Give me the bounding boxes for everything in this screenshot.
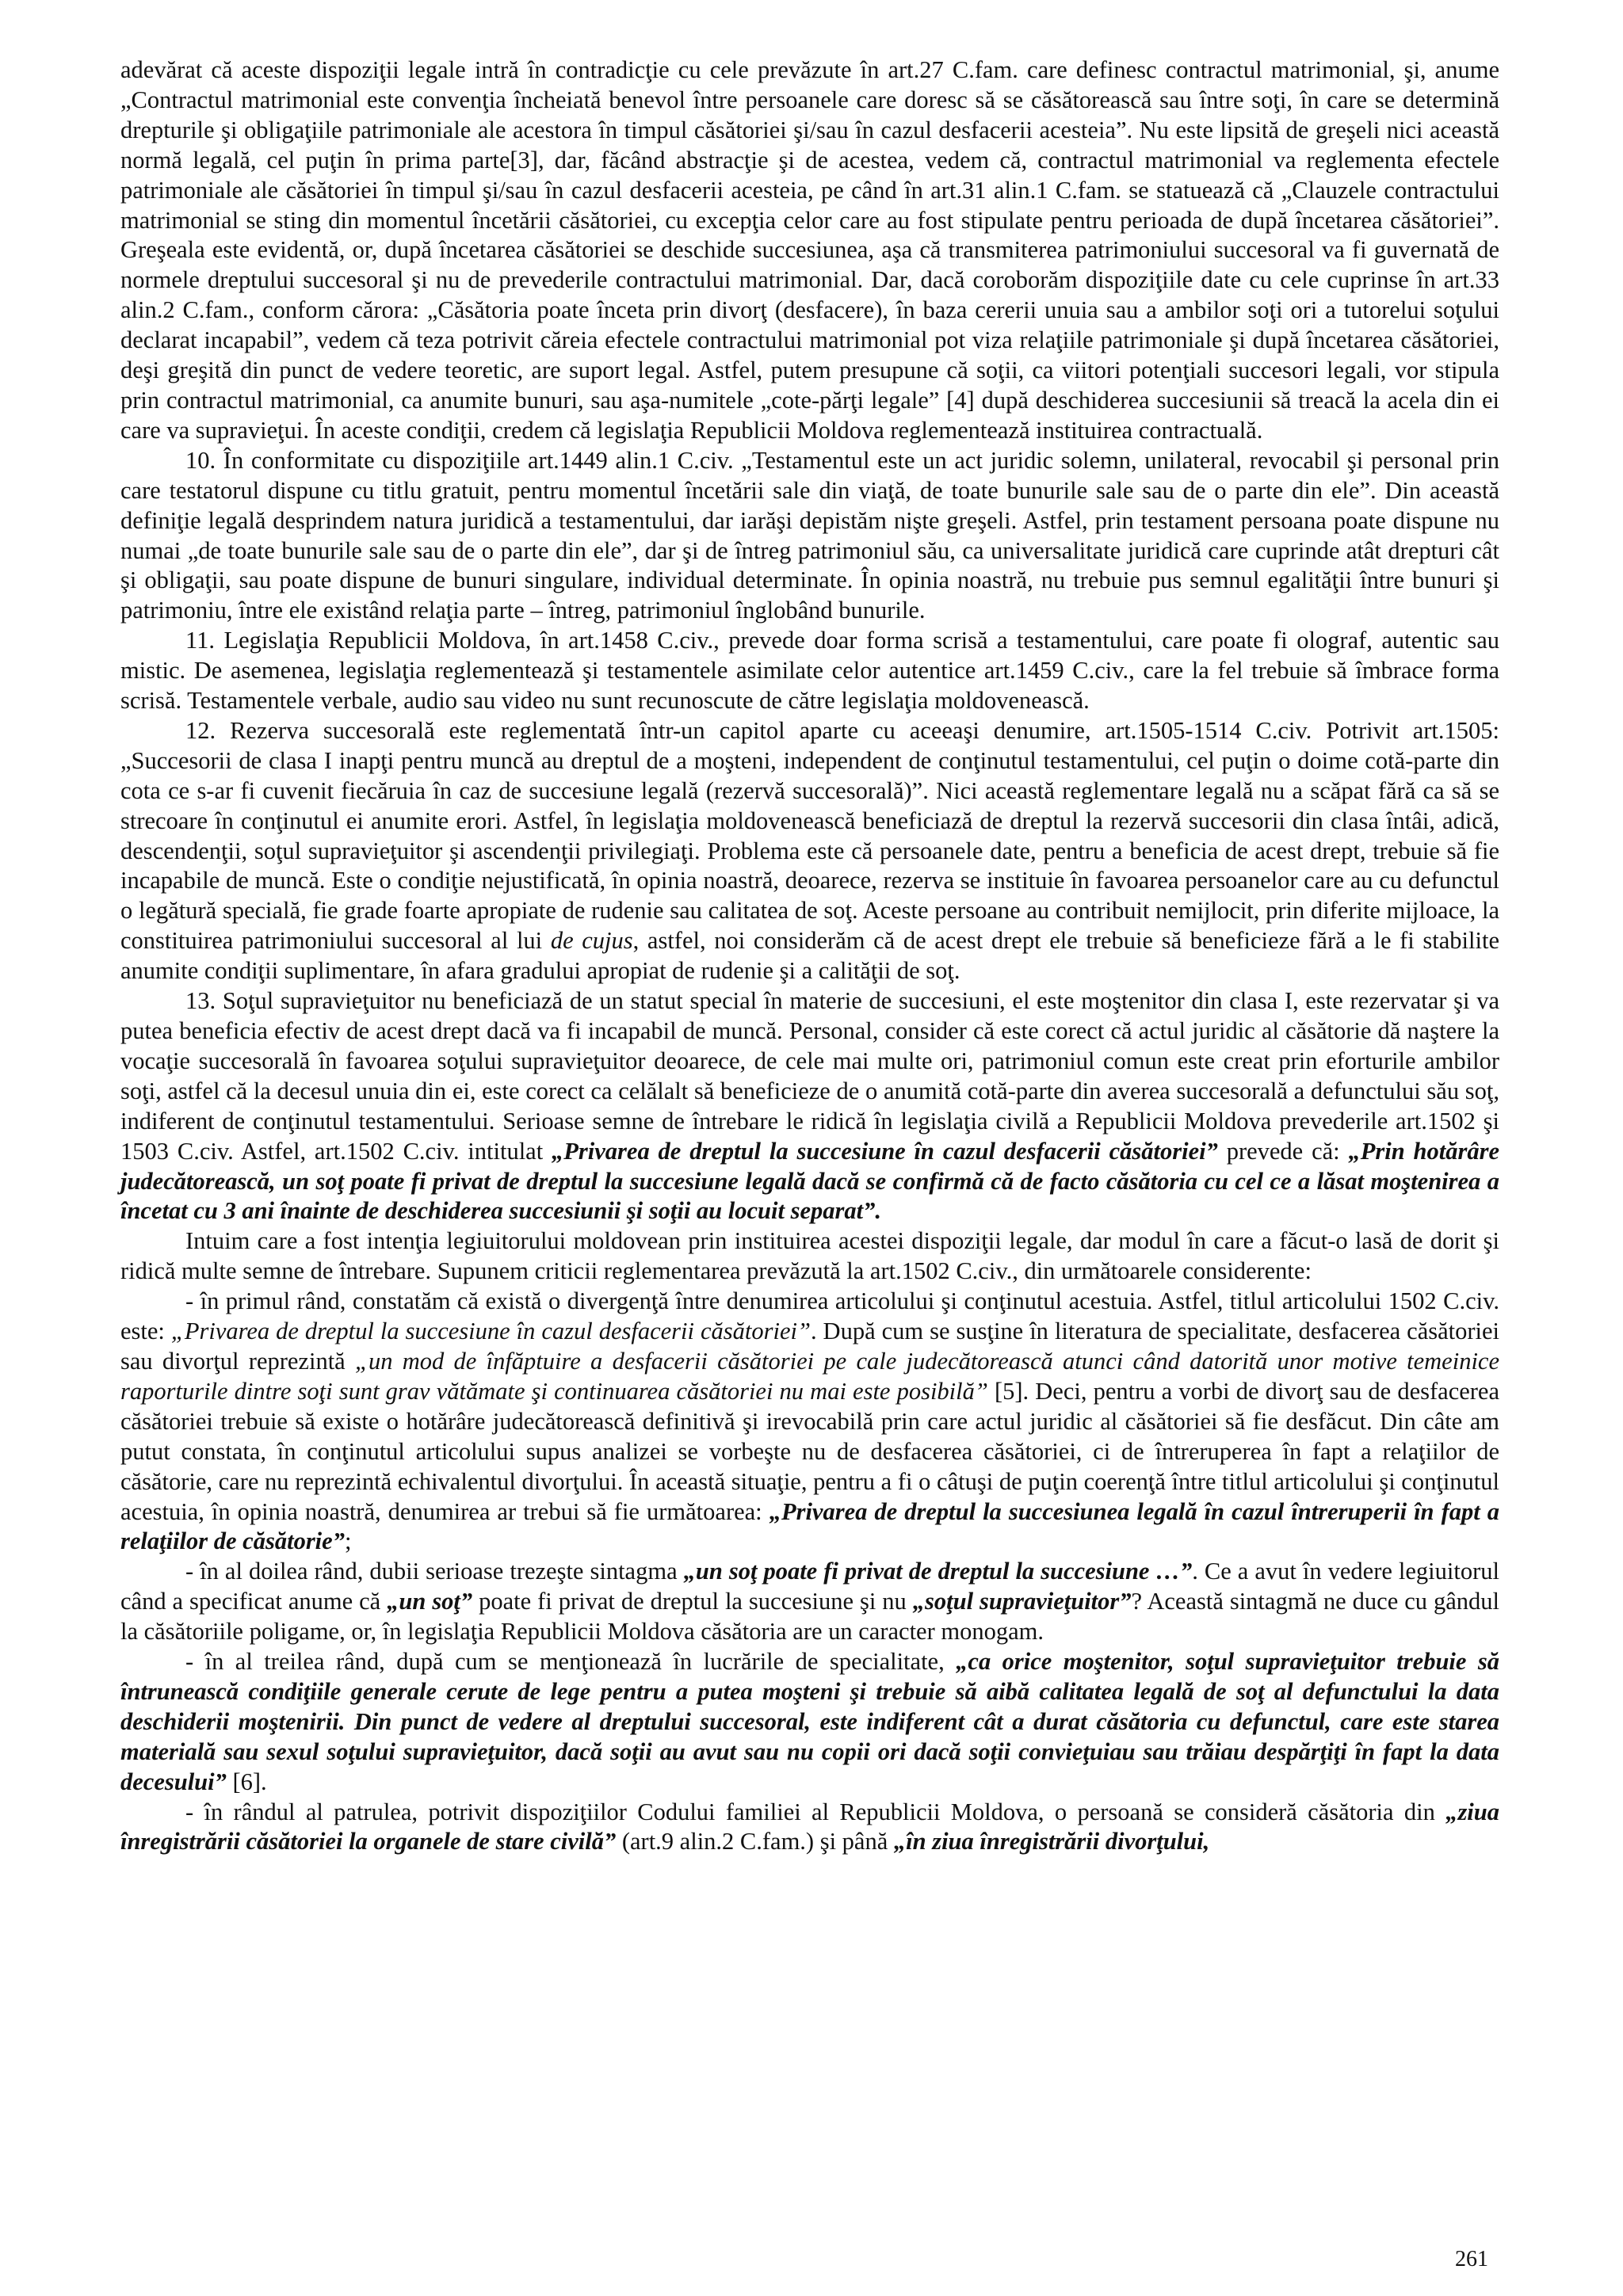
page-number: 261	[1455, 2247, 1488, 2271]
list-item-first-text-2: . După cum se susţine în literatura de specialitate, desfacerea căsătoriei sau divorţul reprezintă	[120, 1318, 1499, 1375]
list-item-second-text-3: poate fi privat de dreptul la succesiune şi nu	[472, 1588, 913, 1615]
phrase-un-sot: „un soţ”	[387, 1588, 473, 1615]
paragraph-12	[120, 716, 1499, 986]
article-title-quote-2: „Privarea de dreptul la succesiune în cazul desfacerii căsătoriei”	[170, 1318, 811, 1345]
article-content-quote: „Prin hotărâre judecătorească, un soţ poate fi privat de dreptul la succesiune legală dacă se confirmă că de facto căsătoria cu cel ce a lăsat moştenirea a încetat cu 3 ani înainte de deschiderea succesiunii şi soţii au locuit separat”.	[120, 1137, 1499, 1225]
paragraph-1: adevărat că aceste dispoziţii legale intră în contradicţie cu cele prevăzute în art.27 C.fam. care definesc contractul matrimonial, şi, anume „Contractul matrimonial este convenţia încheiată benevol între persoanele care doresc să se căsătorească sau între soţi, în care se determină drepturile şi obligaţiile patrimoniale ale acestora în timpul căsătoriei şi/sau în cazul desfacerii acesteia”. Nu este lipsită de greşeli nici această normă legală, cel puţin în prima parte[3], dar, făcând abstracţie şi de acestea, vedem că, contractul matrimonial va reglementa efectele patrimoniale ale căsătoriei în timpul şi/sau în cazul desfacerii acesteia, pe când în art.31 alin.1 C.fam. se statuează că „Clauzele contractului matrimonial se sting din momentul încetării căsătoriei, cu excepţia celor care au fost stipulate pentru perioada de după încetarea căsătoriei”. Greşeala este evidentă, or, după încetarea căsătoriei se deschide succesiunea, aşa că transmiterea patrimoniului succesoral va fi guvernată de normele dreptului succesoral şi nu de prevederile contractului matrimonial. Dar, dacă coroborăm dispoziţiile date cu cele cuprinse în art.33 alin.2 C.fam., conform cărora: „Căsătoria poate înceta prin divorţ (desfacere), în baza cererii unuia sau a ambilor soţi ori a tutorelui soţului declarat incapabil”, vedem că teza potrivit căreia efectele contractului matrimonial pot viza relaţiile patrimoniale şi după încetarea căsătoriei, deşi greşită din punct de vedere teoretic, are suport legal. Astfel, putem presupune că soţii, ca viitori potenţiali succesori legali, vor stipula prin contractul matrimonial, ca anumite bunuri, sau aşa-numitele „cote-părţi legale” [4] după deschiderea succesiunii să treacă la acela din ei care va supravieţui. În aceste condiţii, credem că legislaţia Republicii Moldova reglementează instituirea contractuală.	[120, 56, 1499, 444]
proposed-title-quote: „Privarea de dreptul la succesiunea legală în cazul întreruperii în fapt a relaţiilor de căsătorie”	[120, 1497, 1499, 1555]
list-item-second-text: - în al doilea rând, dubii serioase trezeşte sintagma	[185, 1558, 684, 1585]
paragraph-12-text-end: , astfel, noi considerăm că de acest drept ele trebuie să beneficieze fără a le fi stabilite anumite condiţii suplimentare, în afara gradului apropiat de rudenie şi a calităţii de soţ.	[120, 927, 1499, 985]
list-item-fourth-text: - în rândul al patrulea, potrivit dispoziţiilor Codului familiei al Republicii Moldova, o persoană se consideră căsătoria din	[185, 1798, 1446, 1825]
article-title-quote: „Privarea de dreptul la succesiune în cazul desfacerii căsătoriei”	[552, 1137, 1218, 1165]
latin-term: de cujus	[550, 927, 633, 955]
divorce-definition-quote: „un mod de înfăptuire a desfacerii căsătoriei pe cale judecătorească atunci când datorită unor motive temeinice raporturile dintre soţi sunt grav vătămate şi continuarea căsătoriei nu mai este posibilă”	[120, 1347, 1499, 1405]
paragraph-11: 11. Legislaţia Republicii Moldova, în art.1458 C.civ., prevede doar forma scrisă a testamentului, care poate fi olograf, autentic sau mistic. De asemenea, legislaţia reglementează şi testamentele asimilate celor autentice art.1459 C.civ., care la fel trebuie să îmbrace forma scrisă. Testamentele verbale, audio sau video nu sunt recunoscute de către legislaţia moldovenească.	[120, 627, 1499, 715]
phrase-quote-bold: „un soţ poate fi privat de dreptul la succesiune …”	[683, 1558, 1193, 1585]
list-item-third-text: - în al treilea rând, după cum se menţionează în lucrările de specialitate,	[185, 1648, 957, 1676]
paragraph-13	[120, 986, 1499, 1226]
list-item-second-text-2: . Ce a avut în vedere legiuitorul când a specificat anume că	[120, 1558, 1499, 1615]
list-item-first-text: - în primul rând, constatăm că există o divergenţă între denumirea articolului şi conţinutul acestuia. Astfel, titlul articolului 1502 C.civ. este:	[120, 1287, 1499, 1345]
doctrine-quote: „ca orice moştenitor, soţul supravieţuitor trebuie să întrunească condiţiile generale cerute de lege pentru a putea moşteni şi trebuie să aibă calitatea legală de soţ al defunctului la data deschiderii moştenirii. Din punct de vedere al dreptului succesoral, este indiferent cât a durat căsătoria cu defunctul, care este starea materială sau sexul soţului supravieţuitor, dacă soţii au avut sau nu copii ori dacă soţii convieţuiau sau trăiau despărţiţi în fapt la data decesului”	[120, 1648, 1499, 1795]
list-item-third-end: [6].	[226, 1768, 267, 1795]
list-item-fourth-text-2: (art.9 alin.2 C.fam.) şi până	[616, 1828, 894, 1855]
paragraph-intuim: Intuim care a fost intenţia legiuitorului moldovean prin instituirea acestei dispoziţii legale, dar modul în care a făcut-o lasă de dorit şi ridică multe semne de întrebare. Supunem criticii reglementarea prevăzută la art.1502 C.civ., din următoarele considerente:	[120, 1227, 1499, 1285]
list-item-third	[120, 1647, 1499, 1798]
registration-quote: „ziua înregistrării căsătoriei la organele de stare civilă”	[120, 1798, 1499, 1855]
paragraph-13-text-mid: prevede că:	[1217, 1137, 1349, 1165]
divorce-registration-quote: „în ziua înregistrării divorţului,	[893, 1828, 1210, 1855]
list-item-first-text-3: [5]. Deci, pentru a vorbi de divorţ sau de desfacerea căsătoriei trebuie să existe o hotărâre judecătorească definitivă şi irevocabilă prin care actul juridic al căsătoriei să fie desfăcut. Din câte am putut constata, în conţinutul articolului supus analizei se vorbeşte nu de desfacerea căsătoriei, ci de întreruperea în fapt a relaţiilor de căsătorie, care nu reprezintă echivalentul divorţului. În această situaţie, pentru a fi o câtuşi de puţin coerenţă între titlul articolului şi conţinutul acestuia, în opinia noastră, denumirea ar trebui să fie următoarea:	[120, 1377, 1499, 1525]
list-item-first-end: ;	[344, 1527, 352, 1555]
document-page	[120, 55, 1499, 1857]
paragraph-10: 10. În conformitate cu dispoziţiile art.1449 alin.1 C.civ. „Testamentul este un act juridic solemn, unilateral, revocabil şi personal prin care testatorul dispune cu titlu gratuit, pentru momentul încetării sale din viaţă, de toate bunurile sale sau de o parte din ele”. Din această definiţie legală desprindem natura juridică a testamentului, dar iarăşi depistăm nişte greşeli. Astfel, prin testament persoana poate dispune nu numai „de toate bunurile sale sau de o parte din ele”, dar şi de întreg patrimoniul său, ca universalitate juridică care cuprinde atât drepturi cât şi obligaţii, sau poate dispune de bunuri singulare, individual determinate. În opinia noastră, nu trebuie pus semnul egalităţii între bunuri şi patrimoniu, între ele existând relaţia parte – întreg, patrimoniul înglobând bunurile.	[120, 446, 1499, 624]
list-item-second	[120, 1557, 1499, 1647]
phrase-sotul-supravietuitor: „soţul supravieţuitor”	[912, 1588, 1132, 1615]
paragraph-13-text: 13. Soţul supravieţuitor nu beneficiază de un statut special în materie de succesiuni, el este moştenitor din clasa I, este rezervatar şi va putea beneficia efectiv de acest drept dacă va fi incapabil de muncă. Personal, consider că este corect că actul juridic al căsătorie dă naştere la vocaţie succesorală în favoarea soţului supravieţuitor deoarece, de cele mai multe ori, patrimoniul comun este creat prin eforturile ambilor soţi, astfel că la decesul unuia din ei, este corect ca celălalt să beneficieze de o anumită cotă-parte din averea succesorală a defunctului său soţ, indiferent de conţinutul testamentului. Serioase semne de întrebare le ridică în legislaţia civilă a Republicii Moldova prevederile art.1502 şi 1503 C.civ. Astfel, art.1502 C.civ. intitulat	[120, 987, 1499, 1165]
paragraph-12-text: 12. Rezerva succesorală este reglementată într-un capitol aparte cu aceeaşi denumire, art.1505-1514 C.civ. Potrivit art.1505: „Succesorii de clasa I inapţi pentru muncă au dreptul de a moşteni, independent de conţinutul testamentului, cel puţin o doime cotă-parte din cota ce s-ar fi cuvenit fiecăruia în caz de succesiune legală (rezervă succesorală)”. Nici această reglementare legală nu a scăpat fără ca să se strecoare în conţinutul ei anumite erori. Astfel, în legislaţia moldovenească beneficiază de dreptul la rezervă succesorii din clasa întâi, adică, descendenţii, soţul supravieţuitor şi ascendenţii privilegiaţi. Problema este că persoanele date, pentru a beneficia de acest drept, trebuie să fie incapabile de muncă. Este o condiţie nejustificată, în opinia noastră, deoarece, rezerva se instituie în favoarea persoanelor care au cu defunctul o legătură specială, fie grade foarte apropiate de rudenie sau calitatea de soţ. Aceste persoane au contribuit nemijlocit, prin diferite mijloace, la constituirea patrimoniului succesoral al lui	[120, 716, 1499, 955]
list-item-fourth	[120, 1798, 1499, 1858]
list-item-first	[120, 1287, 1499, 1557]
list-item-second-text-4: ? Această sintagmă ne duce cu gândul la căsătoriile poligame, or, în legislaţia Republicii Moldova căsătoria are un caracter monogam.	[120, 1588, 1499, 1646]
